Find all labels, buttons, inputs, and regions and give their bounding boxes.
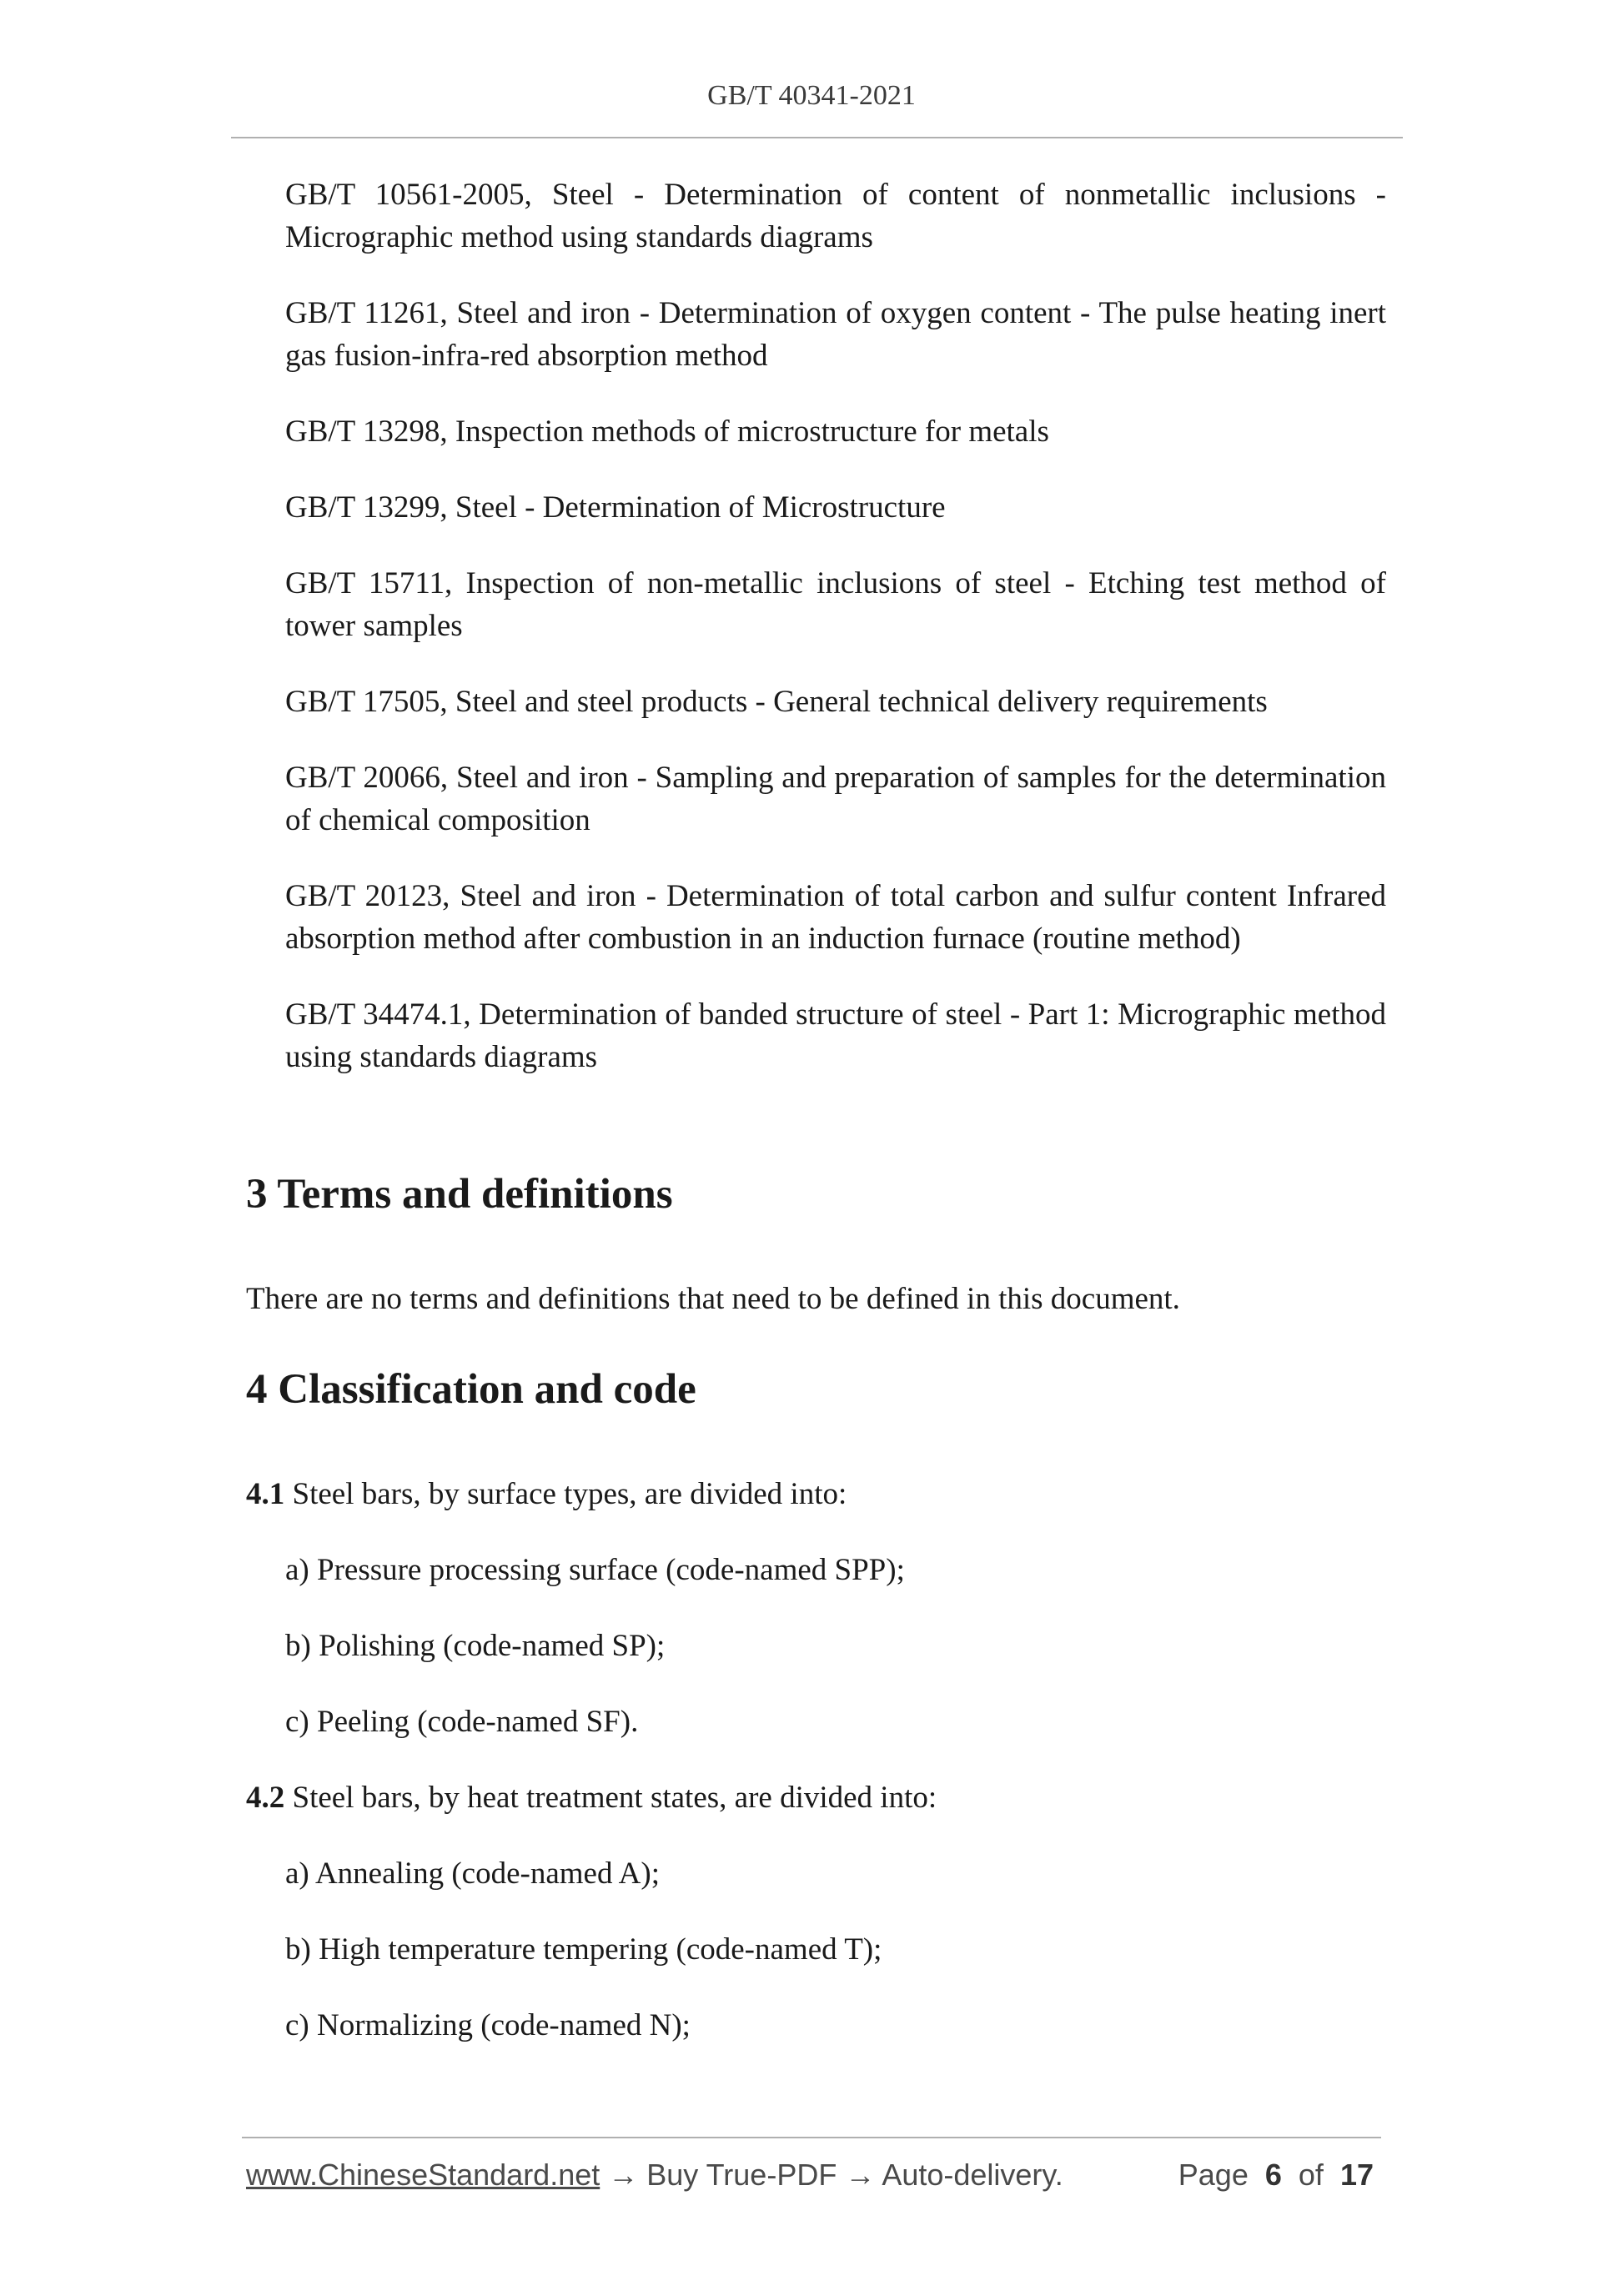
footer-divider [242,2137,1381,2138]
reference-entry: GB/T 13299, Steel - Determination of Microstructure [285,490,946,525]
reference-entry: GB/T 34474.1, Determination of banded structure of steel - Part 1: Micrographic method using standards diagrams [285,997,1386,1074]
reference-entry: GB/T 13298, Inspection methods of microstructure for metals [285,414,1049,449]
clause-number: 4.1 [246,1477,285,1511]
list-item: a) Annealing (code-named A); [285,1856,660,1891]
page-footer [246,2158,1374,2198]
reference-entry: GB/T 17505, Steel and steel products - General technical delivery requirements [285,685,1268,719]
reference-entry: GB/T 20123, Steel and iron - Determination of total carbon and sulfur content Infrared absorption method after combustion in an induction furnace (routine method) [285,879,1386,956]
footer-promo [246,2158,1063,2193]
running-header: GB/T 40341-2021 [707,80,916,111]
page-label: Page [1178,2158,1249,2192]
reference-entry: GB/T 15711, Inspection of non-metallic inclusions of steel - Etching test method of tower samples [285,566,1386,643]
section-3-heading: 3 Terms and definitions [246,1171,673,1218]
clause-text: Steel bars, by surface types, are divided into: [284,1477,847,1511]
section-4-heading: 4 Classification and code [246,1366,696,1413]
clause-number: 4.2 [246,1781,285,1815]
reference-entry: GB/T 10561-2005, Steel - Determination of content of nonmetallic inclusions - Micrographic method using standards diagrams [285,178,1386,254]
clause-4-1 [246,1473,1389,1515]
list-item: b) High temperature tempering (code-named T); [285,1932,882,1967]
clause-4-2 [246,1776,1389,1819]
clause-text: Steel bars, by heat treatment states, are divided into: [284,1781,937,1815]
header-divider [231,137,1403,138]
section-3-text: There are no terms and definitions that need to be defined in this document. [246,1282,1180,1316]
list-item: c) Normalizing (code-named N); [285,2008,691,2042]
website-link[interactable]: www.ChineseStandard.net [246,2158,600,2192]
list-item: a) Pressure processing surface (code-named SPP); [285,1553,905,1587]
page-indicator [1178,2158,1374,2193]
of-label: of [1298,2158,1324,2192]
page-total: 17 [1339,2158,1374,2192]
normative-references-list [285,173,1386,1078]
reference-entry: GB/T 11261, Steel and iron - Determination of oxygen content - The pulse heating inert gas fusion-infra-red absorption method [285,296,1386,373]
list-item: c) Peeling (code-named SF). [285,1705,639,1739]
footer-tagline: → Buy True-PDF → Auto-delivery. [600,2158,1063,2192]
page-number: 6 [1264,2158,1282,2192]
list-item: b) Polishing (code-named SP); [285,1629,666,1663]
reference-entry: GB/T 20066, Steel and iron - Sampling and preparation of samples for the determination of chemical composition [285,761,1386,837]
